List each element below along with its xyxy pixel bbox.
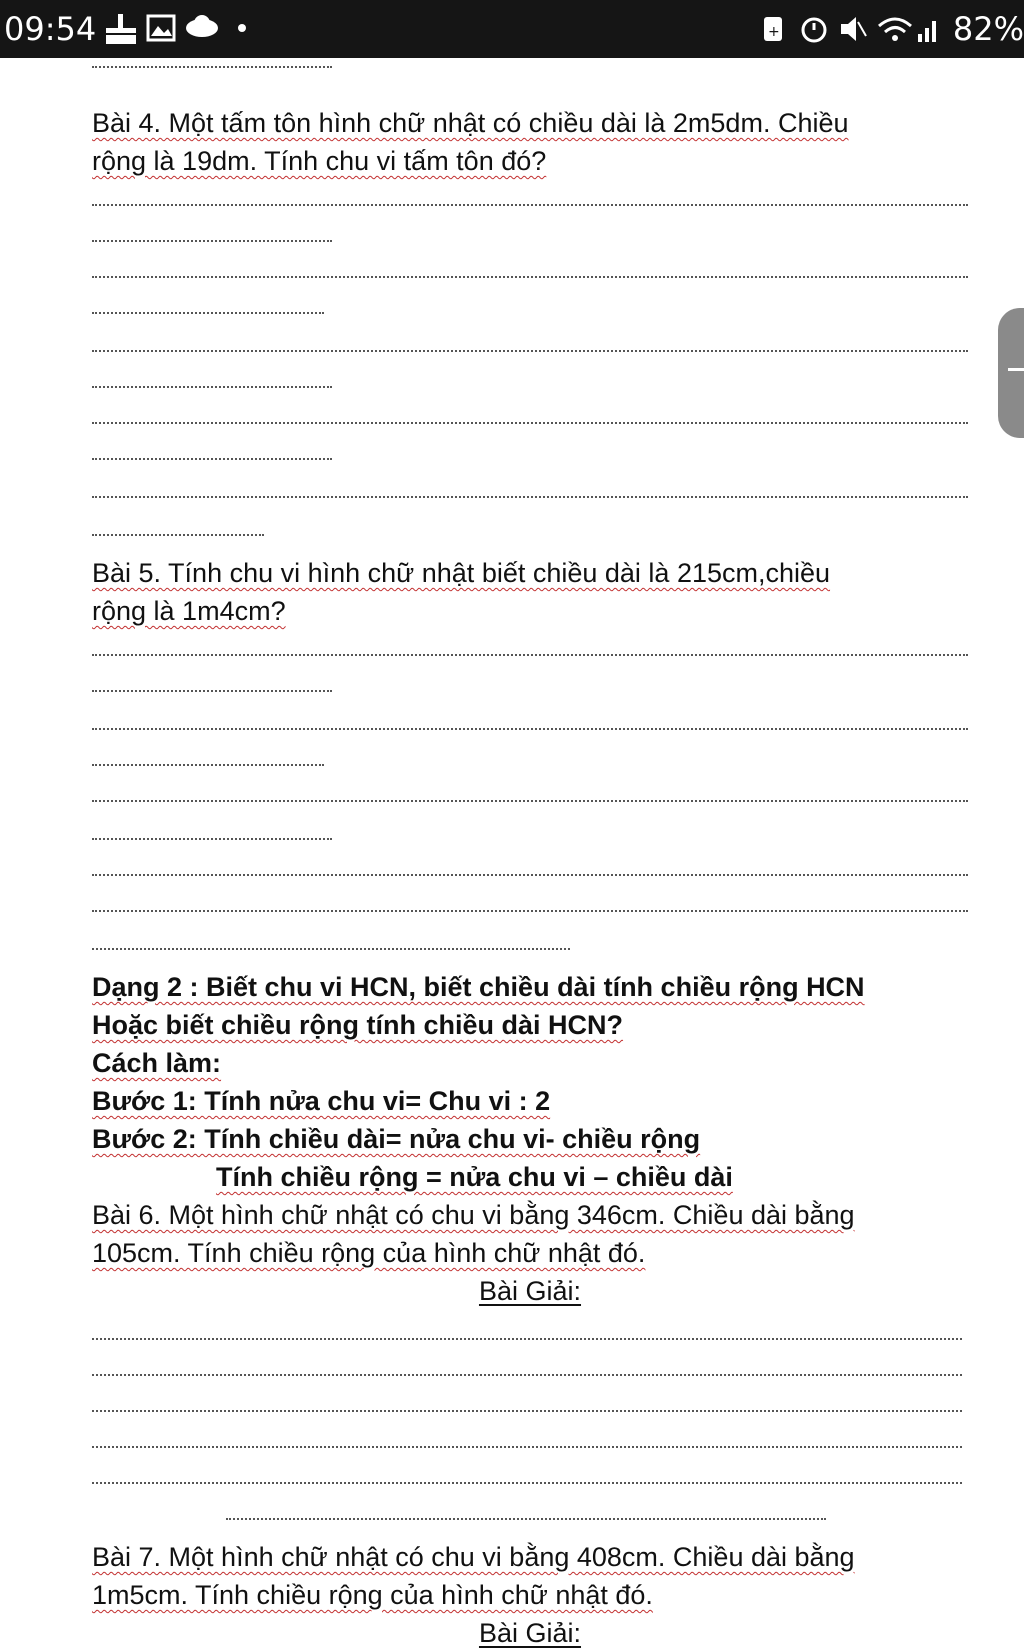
bai7-line2: 1m5cm. Tính chiều rộng của hình chữ nhật đó. bbox=[92, 1580, 653, 1610]
bai5-line1: Bài 5. Tính chu vi hình chữ nhật biết chiều dài là 215cm,chiều bbox=[92, 558, 831, 588]
answer-line bbox=[92, 690, 332, 692]
answer-line bbox=[92, 312, 324, 314]
answer-line bbox=[92, 386, 332, 388]
answer-line bbox=[92, 800, 968, 802]
bai4-line1: Bài 4. Một tấm tôn hình chữ nhật có chiều dài là 2m5dm. Chiều bbox=[92, 108, 849, 138]
answer-line bbox=[92, 1446, 962, 1448]
image-icon bbox=[146, 14, 178, 44]
answer-line bbox=[92, 66, 332, 68]
sweep-icon bbox=[104, 14, 142, 46]
step2-alternative: Tính chiều rộng = nửa chu vi – chiều dài bbox=[216, 1162, 733, 1192]
step1: Bước 1: Tính nửa chu vi= Chu vi : 2 bbox=[92, 1086, 551, 1116]
svg-text:+: + bbox=[768, 24, 780, 40]
mute-icon bbox=[838, 14, 868, 44]
answer-line bbox=[92, 874, 968, 876]
answer-line bbox=[92, 240, 332, 242]
cloud-icon bbox=[184, 14, 220, 40]
answer-line bbox=[92, 838, 332, 840]
answer-line bbox=[92, 422, 968, 424]
alarm-icon bbox=[798, 14, 830, 44]
answer-line bbox=[92, 204, 968, 206]
answer-line bbox=[226, 1518, 826, 1520]
signal-icon bbox=[914, 14, 944, 44]
status-time: 09:54 bbox=[4, 10, 97, 48]
scroll-handle[interactable] bbox=[998, 308, 1024, 438]
answer-line bbox=[92, 1374, 962, 1376]
step2: Bước 2: Tính chiều dài= nửa chu vi- chiều rộng bbox=[92, 1124, 701, 1154]
answer-line bbox=[92, 764, 324, 766]
answer-line bbox=[92, 948, 570, 950]
status-bar bbox=[0, 0, 1024, 58]
bai6-line1: Bài 6. Một hình chữ nhật có chu vi bằng 346cm. Chiều dài bằng bbox=[92, 1200, 855, 1230]
dot-icon bbox=[236, 14, 250, 40]
answer-line bbox=[92, 1338, 962, 1340]
bai7-solution-heading: Bài Giải: bbox=[478, 1618, 582, 1648]
answer-line bbox=[92, 1410, 962, 1412]
answer-line bbox=[92, 496, 968, 498]
bai7-line1: Bài 7. Một hình chữ nhật có chu vi bằng 408cm. Chiều dài bằng bbox=[92, 1542, 855, 1572]
wifi-icon bbox=[876, 14, 914, 44]
bai6-solution-heading: Bài Giải: bbox=[478, 1276, 582, 1306]
document-page[interactable] bbox=[0, 58, 1024, 1648]
answer-line bbox=[92, 910, 968, 912]
method-label: Cách làm: bbox=[92, 1048, 222, 1078]
bai5-line2: rộng là 1m4cm? bbox=[92, 596, 286, 626]
answer-line bbox=[92, 276, 968, 278]
bai6-line2: 105cm. Tính chiều rộng của hình chữ nhật đó. bbox=[92, 1238, 646, 1268]
answer-line bbox=[92, 728, 968, 730]
battery-percent: 82% bbox=[952, 10, 1024, 48]
answer-line bbox=[92, 1482, 962, 1484]
dang2-subtitle: Hoặc biết chiều rộng tính chiều dài HCN? bbox=[92, 1010, 624, 1040]
battery-saver-icon bbox=[762, 14, 786, 44]
answer-line bbox=[92, 534, 264, 536]
answer-line bbox=[92, 654, 968, 656]
bai4-line2: rộng là 19dm. Tính chu vi tấm tôn đó? bbox=[92, 146, 547, 176]
answer-line bbox=[92, 458, 332, 460]
dang2-title: Dạng 2 : Biết chu vi HCN, biết chiều dài tính chiều rộng HCN bbox=[92, 972, 865, 1002]
answer-line bbox=[92, 350, 968, 352]
